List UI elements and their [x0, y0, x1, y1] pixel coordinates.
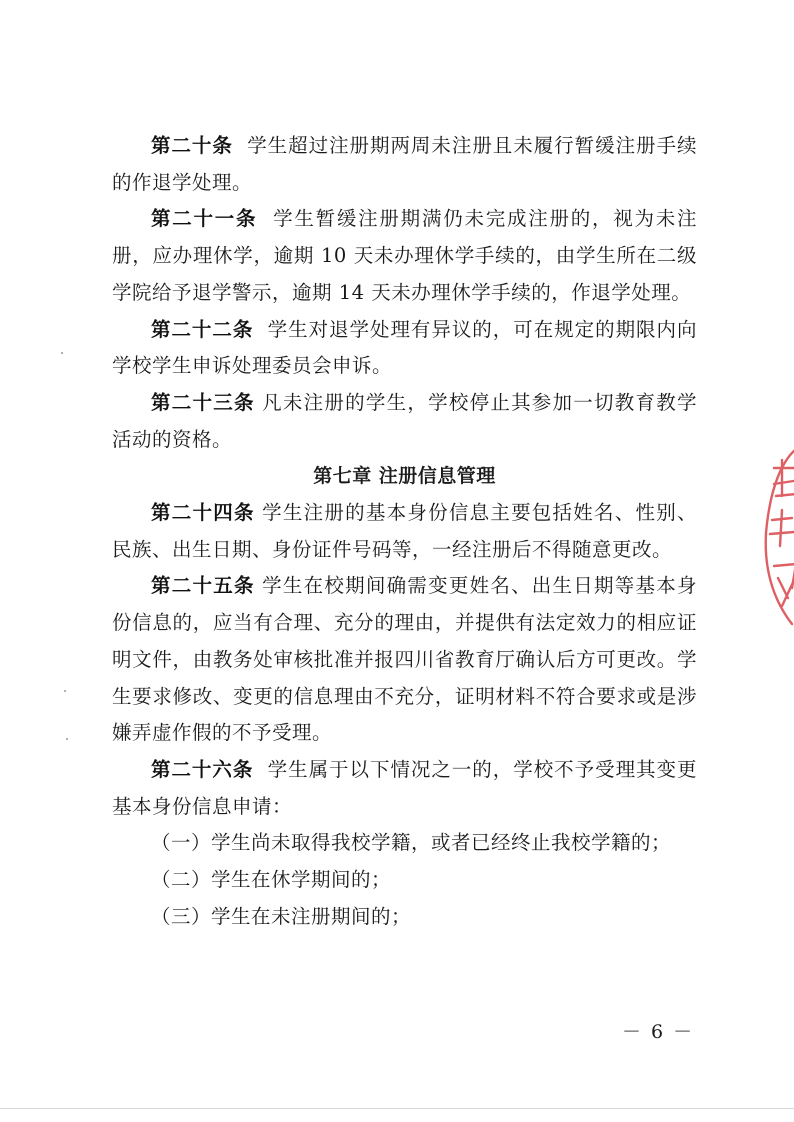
article-label: 第二十六条 [151, 757, 254, 781]
article-25 [112, 568, 697, 752]
article-label: 第二十四条 [151, 501, 255, 525]
list-item: （二）学生在休学期间的； [151, 868, 392, 892]
article-text: 学生对退学处理有异议的，可在规定的期限内向学校学生申诉处理委员会申诉。 [112, 317, 697, 378]
page-number: － 6 － [622, 1021, 695, 1043]
article-label: 第二十三条 [151, 390, 255, 414]
article-label: 第二十条 [151, 134, 233, 157]
scan-speck [64, 690, 66, 692]
article-22 [112, 312, 697, 385]
list-item: （三）学生在未注册期间的； [151, 904, 412, 928]
article-26 [112, 752, 697, 825]
article-label: 第二十二条 [151, 317, 254, 341]
article-text: 学生在校期间确需变更姓名、出生日期等基本身份信息的，应当有合理、充分的理由，并提供有法定效力的相应证明文件，由教务处审核批准并报四川省教育厅确认后方可更改。学生要求修改、变更的信息理由不充分，证明材料不符合要求或是涉嫌弄虚作假的不予受理。 [112, 574, 697, 745]
article-text: 学生暂缓注册期满仍未完成注册的，视为未注册，应办理休学，逾期 10 天未办理休学手续的，由学生所在二级学院给予退学警示，逾期 14 天未办理休学手续的，作退学处理。 [112, 207, 697, 304]
article-23 [112, 385, 697, 458]
article-text: 学生属于以下情况之一的，学校不予受理其变更基本身份信息申请： [112, 757, 697, 818]
scan-speck [61, 352, 63, 354]
red-seal-stamp-icon [752, 438, 794, 628]
document-body [112, 128, 697, 935]
article-text: 学生注册的基本身份信息主要包括姓名、性别、民族、出生日期、身份证件号码等，一经注册后不得随意更改。 [112, 501, 697, 561]
article-label: 第二十五条 [151, 574, 255, 598]
chapter-title: 第七章 注册信息管理 [313, 465, 496, 488]
list-item: （一）学生尚未取得我校学籍，或者已经终止我校学籍的； [151, 831, 672, 855]
article-label: 第二十一条 [151, 207, 258, 231]
scan-speck [66, 738, 68, 740]
article-text: 凡未注册的学生，学校停止其参加一切教育教学活动的资格。 [112, 390, 697, 451]
page-bottom-edge [0, 1108, 794, 1109]
article-24 [112, 495, 697, 568]
article-text: 学生超过注册期两周未注册且未履行暂缓注册手续的作退学处理。 [112, 134, 697, 194]
article-20 [112, 128, 697, 201]
article-21 [112, 201, 697, 311]
